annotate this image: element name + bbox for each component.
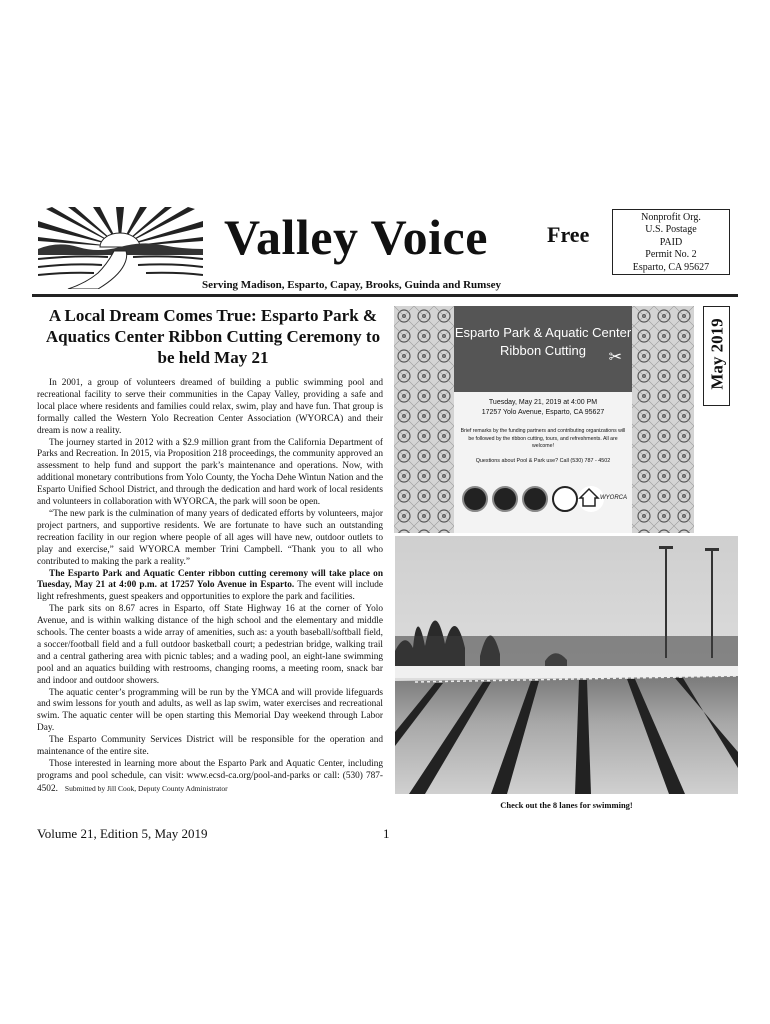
tagline: Serving Madison, Esparto, Capay, Brooks, Guinda and Rumsey [202, 279, 502, 291]
flyer-address-line: 17257 Yolo Avenue, Esparto, CA 95627 [481, 409, 605, 416]
article-paragraph: The Esparto Community Services District will be responsible for the operation and maintenance of the entire site. [37, 735, 383, 758]
event-details: The event will include light refreshments, guest speakers and opportunities to explore the park and facilities. [37, 580, 384, 603]
flyer-questions: Questions about Pool & Park use? Call (530) 787 - 4502 [475, 458, 611, 464]
flyer-header [454, 306, 632, 392]
article-paragraph [37, 569, 383, 605]
volume-edition: Volume 21, Edition 5, May 2019 [37, 826, 208, 841]
flyer-title-line: Esparto Park & Aquatic Center [454, 325, 632, 340]
month-banner [703, 306, 730, 406]
page-number: 1 [383, 826, 390, 841]
contact-info: Those interested in learning more about the Esparto Park and Aquatic Center, including programs and pool schedule, can visit: www.ecsd-ca.org/pool-and-parks or call: (530) 787-4502. [37, 759, 383, 794]
flyer-title-line: Ribbon Cutting [500, 343, 586, 358]
valley-voice-logo [38, 207, 203, 289]
article-paragraph: The aquatic center’s programming will be run by the YMCA and will provide lifeguards and swim lessons for youth and adults, as well as lap swim, water exercises and recreational swim. The aquatic center will be open starting this Memorial Day weekend through Labor Day. [37, 687, 383, 734]
article-headline: A Local Dream Comes True: Esparto Park & Aquatics Center Ribbon Cutting Ceremony to be held May 21 [45, 306, 381, 367]
flyer-date [458, 398, 628, 418]
event-announcement: The Esparto Park and Aquatic Center ribbon cutting ceremony will take place on Tuesday, May 21 at 4:00 p.m. at 17257 Yolo Avenue in Esparto. [37, 568, 383, 591]
postage-indicia [612, 209, 730, 275]
article-paragraph: In 2001, a group of volunteers dreamed of building a public swimming pool and recreational facility to serve their communities in the Capay Valley, providing a safe and local place where residents and families could relax, swim, play and have fun. That group is formally called the Western Yolo Recreation Center Association (WYORCA) and their dream is now a reality. [37, 378, 383, 436]
tribal-nation-seal-logo [492, 486, 518, 512]
article-body [37, 378, 383, 796]
postage-line: U.S. Postage [645, 224, 697, 236]
free-label: Free [547, 222, 590, 247]
wyorca-logo-text: WYORCA [600, 495, 627, 501]
article-paragraph [37, 759, 383, 796]
flyer-title [454, 324, 632, 360]
scissors-icon: ✂ [608, 349, 622, 366]
photo-caption: Check out the 8 lanes for swimming! [500, 800, 633, 810]
article-paragraph: “The new park is the culmination of many years of dedicated efforts by volunteers, major project partners, and supportive residents. We are fortunate to have such an outstanding recreation facility in our region where people of all ages will have new, outdoor outlets to play and exercise,” said WYORCA member Trini Campbell. “Thank you to all who contributed to making the park a reality.” [37, 508, 383, 567]
flyer-note: Brief remarks by the funding partners and contributing organizations will be followed by the ribbon cutting, tours, and refreshments. All are welcome! [460, 428, 626, 449]
postage-line: Permit No. 2 [645, 249, 697, 261]
month-banner-text: May 2019 [707, 318, 727, 390]
ribbon-cutting-flyer [394, 306, 694, 533]
postage-line: Nonprofit Org. [641, 212, 701, 223]
byline: Submitted by Jill Cook, Deputy County Administrator [64, 783, 228, 793]
school-district-seal-logo [552, 486, 578, 512]
postage-line: Esparto, CA 95627 [632, 261, 710, 273]
article-paragraph: The journey started in 2012 with a $2.9 million grant from the California Department of Parks and Recreation. In 2015, via Proposition 218 proceedings, the community approved an assessment to help fund and support the park’s maintenance and operations. Now, with additional monetary contributions from Yolo County, the Yocha Dehe Wintun Nation and the Esparto Unified School District, and through the dedication and hard work of local residents and volunteers in collaboration with WYORCA, the park will soon be open. [37, 437, 383, 508]
state-parks-seal-logo [522, 486, 548, 512]
county-seal-logo [462, 486, 488, 512]
postage-line: PAID [659, 236, 683, 248]
article-paragraph: The park sits on 8.67 acres in Esparto, off State Highway 16 at the corner of Yolo Avenue, and is within walking distance of the high school and the elementary and middle schools. The center boasts a wide array of amenities, such as: a youth baseball/softball field, a soccer/football field and a full outdoor basketball court; a pedestrian bridge, walking trail and a central gathering area with picnic tables; and a wading pool, an eight-lane swimming pool and an aquatics building with restrooms, changing rooms, a meeting room, snack bar and indoor and outdoor showers. [37, 604, 383, 686]
flyer-date-line: Tuesday, May 21, 2019 at 4:00 PM [488, 399, 598, 406]
newsletter-title: Valley Voice [224, 209, 488, 265]
pool-photo [395, 536, 738, 794]
masthead-divider [32, 294, 738, 297]
flyer-panel [454, 306, 632, 533]
